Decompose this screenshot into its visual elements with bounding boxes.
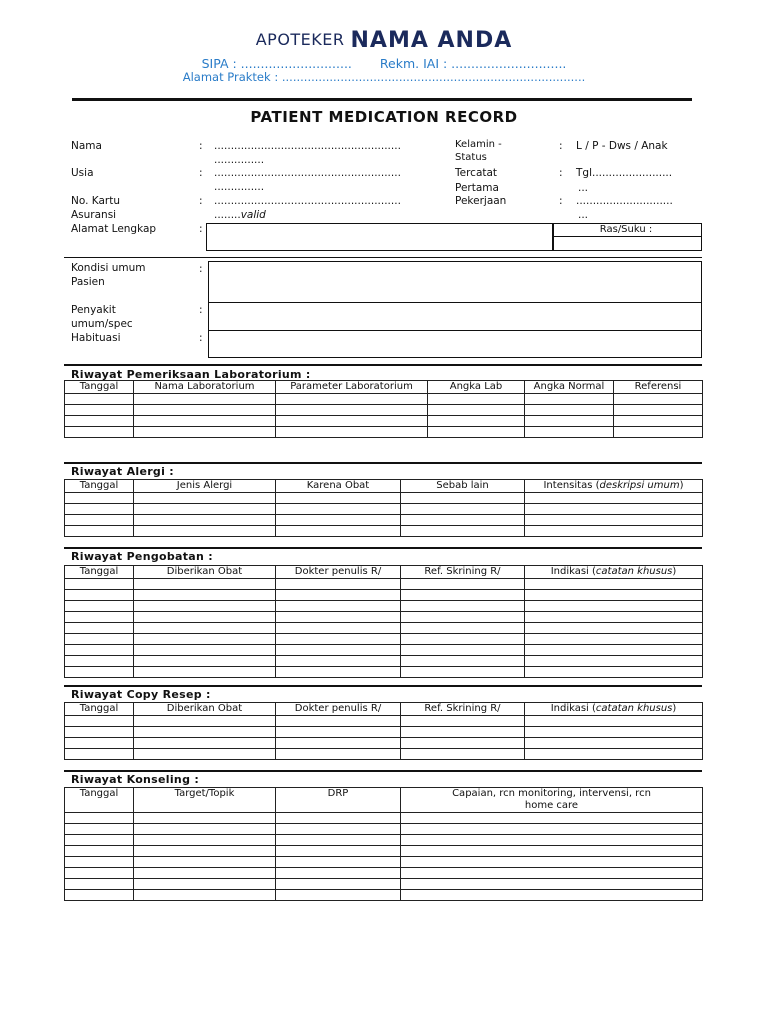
alamat-label: Alamat Lengkap <box>71 223 157 235</box>
habituasi-label: Habituasi <box>71 332 121 344</box>
table-header-row <box>65 566 703 579</box>
table-row[interactable] <box>65 515 703 526</box>
table-header-row <box>65 703 703 716</box>
table-row[interactable] <box>65 868 703 879</box>
column-header: Dokter penulis R/ <box>276 566 401 579</box>
table-row[interactable] <box>65 623 703 634</box>
konseling-table <box>64 787 703 901</box>
pekerjaan-label: Pekerjaan <box>455 195 507 207</box>
column-header: Tanggal <box>65 566 134 579</box>
colon: : <box>199 332 203 344</box>
column-header: Angka Normal <box>525 381 614 394</box>
kondisi-label-2: Pasien <box>71 276 105 288</box>
column-header: Jenis Alergi <box>134 480 276 493</box>
copy-resep-title: Riwayat Copy Resep : <box>71 688 211 701</box>
table-row[interactable] <box>65 667 703 678</box>
section-divider <box>64 685 702 687</box>
usia-label: Usia <box>71 167 94 179</box>
ras-label: Ras/Suku : <box>599 224 653 235</box>
pengobatan-table <box>64 565 703 678</box>
alergi-title: Riwayat Alergi : <box>71 465 175 478</box>
table-row[interactable] <box>65 645 703 656</box>
copy-resep-table <box>64 702 703 760</box>
column-header: Dokter penulis R/ <box>276 703 401 716</box>
lab-title: Riwayat Pemeriksaan Laboratorium : <box>71 368 311 381</box>
ras-value-box[interactable] <box>552 236 702 251</box>
penyakit-label-1: Penyakit <box>71 304 116 316</box>
column-header: Ref. Skrining R/ <box>401 703 525 716</box>
kondisi-label-1: Kondisi umum <box>71 262 146 274</box>
colon: : <box>199 167 203 179</box>
tercatat-value-2: ... <box>578 182 589 194</box>
column-header: Tanggal <box>65 703 134 716</box>
table-row[interactable] <box>65 813 703 824</box>
kartu-dots: ........................................................ <box>214 195 401 207</box>
kelamin-label <box>455 138 502 164</box>
column-header <box>525 703 703 716</box>
column-header: Tanggal <box>65 381 134 394</box>
table-row[interactable] <box>65 394 703 405</box>
table-row[interactable] <box>65 612 703 623</box>
kelamin-label-2: Status <box>455 152 487 163</box>
tercatat-label-2: Pertama <box>455 182 499 194</box>
header-text: ) <box>672 566 677 577</box>
table-row[interactable] <box>65 890 703 901</box>
header-divider <box>72 98 692 101</box>
table-row[interactable] <box>65 879 703 890</box>
table-row[interactable] <box>65 590 703 601</box>
table-header-row <box>65 480 703 493</box>
section-divider <box>64 770 702 772</box>
penyakit-box[interactable] <box>208 302 702 331</box>
column-header <box>525 480 703 493</box>
table-row[interactable] <box>65 824 703 835</box>
header-text: ) <box>672 703 677 714</box>
kelamin-label-1: Kelamin - <box>455 139 502 150</box>
nama-label: Nama <box>71 140 102 152</box>
table-row[interactable] <box>65 493 703 504</box>
column-header: Diberikan Obat <box>134 703 276 716</box>
lab-table <box>64 380 703 438</box>
table-row[interactable] <box>65 504 703 515</box>
column-header: Tanggal <box>65 788 134 813</box>
table-row[interactable] <box>65 716 703 727</box>
column-header: Target/Topik <box>134 788 276 813</box>
table-row[interactable] <box>65 846 703 857</box>
pharmacist-name: NAMA ANDA <box>350 28 513 53</box>
colon: : <box>559 140 563 152</box>
colon: : <box>199 140 203 152</box>
section-divider <box>64 364 702 366</box>
kondisi-label <box>71 261 146 289</box>
sipa-field: SIPA : ............................ <box>201 56 352 71</box>
section-divider <box>64 257 702 258</box>
pekerjaan-value: ............................. <box>576 195 673 207</box>
colon: : <box>199 263 203 275</box>
column-header: Referensi <box>614 381 703 394</box>
table-row[interactable] <box>65 634 703 645</box>
column-header: DRP <box>276 788 401 813</box>
header-text: Intensitas ( <box>543 480 600 491</box>
column-header: Parameter Laboratorium <box>276 381 428 394</box>
license-line <box>0 56 768 71</box>
table-row[interactable] <box>65 405 703 416</box>
rekm-field: Rekm. IAI : ............................. <box>379 56 567 71</box>
section-divider <box>64 547 702 549</box>
table-row[interactable] <box>65 835 703 846</box>
column-header: Angka Lab <box>428 381 525 394</box>
header-text: Indikasi ( <box>550 703 596 714</box>
colon: : <box>559 195 563 207</box>
colon: : <box>559 167 563 179</box>
table-header-row <box>65 788 703 813</box>
column-header: Diberikan Obat <box>134 566 276 579</box>
kartu-valid: valid <box>240 209 266 221</box>
alergi-table <box>64 479 703 537</box>
table-row[interactable] <box>65 416 703 427</box>
header-text: ) <box>679 480 684 491</box>
colon: : <box>199 304 203 316</box>
colon: : <box>199 223 203 235</box>
practice-address: Alamat Praktek : ................................................................................... <box>182 70 586 84</box>
nama-dots: ........................................................ <box>214 140 401 152</box>
column-header: Karena Obat <box>276 480 401 493</box>
penyakit-label <box>71 303 133 331</box>
column-header <box>525 566 703 579</box>
usia-dots: ........................................................ <box>214 167 401 179</box>
habituasi-box[interactable] <box>208 330 702 358</box>
colon: : <box>199 195 203 207</box>
column-header: Ref. Skrining R/ <box>401 566 525 579</box>
nama-dots-2: ............... <box>214 154 265 166</box>
header-text-italic: catatan khusus <box>595 703 673 714</box>
page-title: PATIENT MEDICATION RECORD <box>250 108 518 126</box>
header-text: Indikasi ( <box>550 566 596 577</box>
header-text-italic: catatan khusus <box>595 566 673 577</box>
header-text-italic: deskripsi umum <box>599 480 680 491</box>
table-row[interactable] <box>65 601 703 612</box>
kartu-dots-2 <box>214 209 266 222</box>
table-row[interactable] <box>65 526 703 537</box>
column-header: Capaian, rcn monitoring, intervensi, rcn home care <box>401 788 703 813</box>
table-row[interactable] <box>65 427 703 438</box>
kondisi-box[interactable] <box>208 261 702 303</box>
table-row[interactable] <box>65 727 703 738</box>
alamat-box[interactable] <box>206 223 554 251</box>
table-row[interactable] <box>65 738 703 749</box>
tercatat-value: Tgl........................ <box>576 167 673 179</box>
table-header-row <box>65 381 703 394</box>
kartu-label: No. Kartu <box>71 195 120 207</box>
section-divider <box>64 462 702 464</box>
penyakit-label-2: umum/spec <box>71 318 133 330</box>
column-header: Nama Laboratorium <box>134 381 276 394</box>
kartu-label-2: Asuransi <box>71 209 117 221</box>
table-row[interactable] <box>65 656 703 667</box>
konseling-title: Riwayat Konseling : <box>71 773 200 786</box>
usia-dots-2: ............... <box>214 181 265 193</box>
table-row[interactable] <box>65 749 703 760</box>
column-header: Sebab lain <box>401 480 525 493</box>
pekerjaan-value-2: ... <box>578 209 589 221</box>
kelamin-value: L / P - Dws / Anak <box>576 140 668 152</box>
pharmacist-prefix: APOTEKER <box>255 30 345 49</box>
tercatat-label: Tercatat <box>455 167 498 179</box>
pengobatan-title: Riwayat Pengobatan : <box>71 550 213 563</box>
kartu-dots-2-text: ........ <box>214 209 241 221</box>
column-header: Tanggal <box>65 480 134 493</box>
pharmacist-heading <box>0 28 768 53</box>
table-row[interactable] <box>65 579 703 590</box>
table-row[interactable] <box>65 857 703 868</box>
